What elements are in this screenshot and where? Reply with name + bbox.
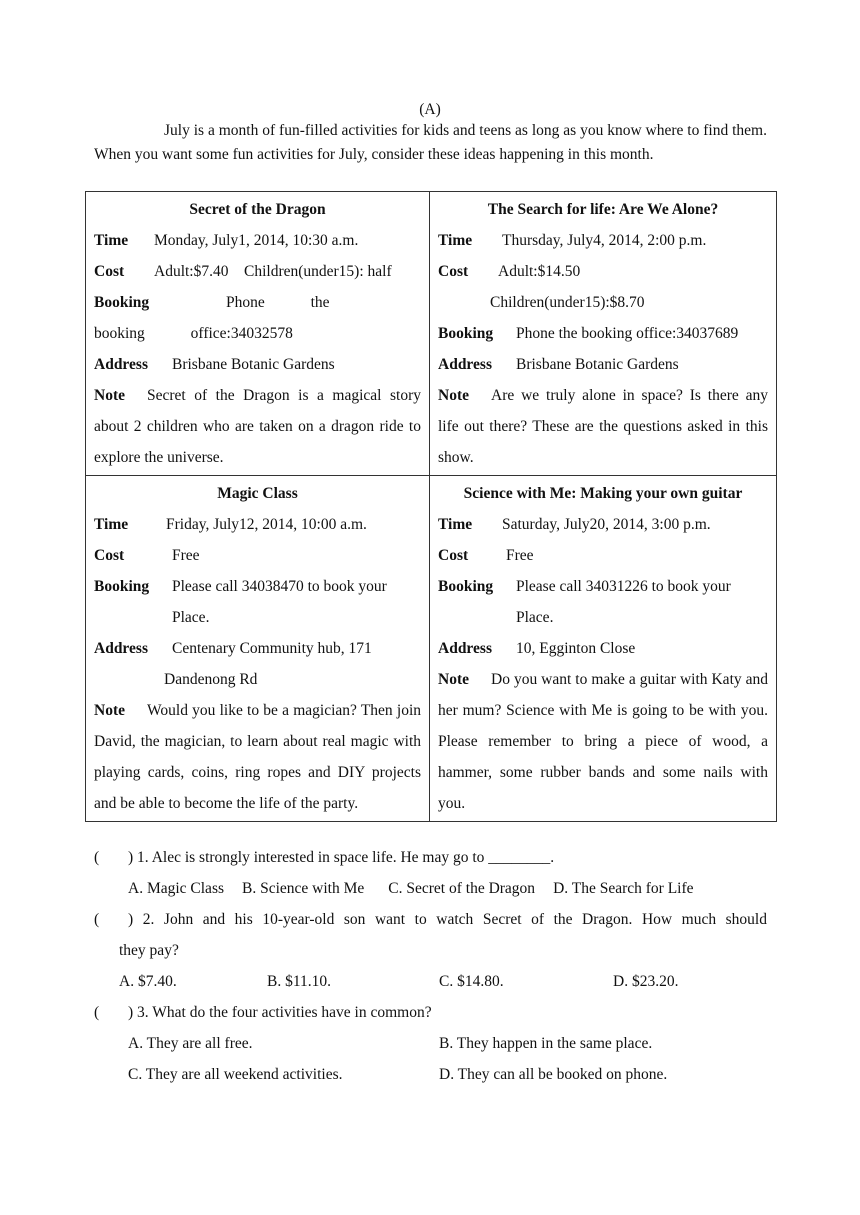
event-note [438,380,768,473]
time-label: Time [94,232,129,249]
event-note [94,380,421,473]
events-row-2 [86,476,777,822]
time-label: Time [438,516,473,533]
booking-label: Booking [94,294,150,311]
question-3-options-row2 [94,1059,767,1090]
booking-label: Booking [94,578,150,595]
question-stem: ) 3. What do the four activities have in common? [128,1004,432,1021]
event-card-search-for-life [430,192,777,476]
note-text: Secret of the Dragon is a magical story about 2 children who are taken on a dragon ride to explore the universe. [94,387,421,466]
note-text: Would you like to be a magician? Then join David, the magician, to learn about real magic with playing cards, coins, ring ropes and DIY projects and be able to become the life of the party. [94,702,421,812]
intro-paragraph: July is a month of fun-filled activities for kids and teens as long as you know where to find them. When you want some fun activities for July, consider these ideas happening in this month. [94,122,767,163]
answer-blank[interactable]: ( [94,849,100,866]
option-a: A. They are all free. [128,1035,253,1052]
time-value: Friday, July12, 2014, 10:00 a.m. [166,516,367,533]
time-value: Saturday, July20, 2014, 3:00 p.m. [502,516,711,533]
question-3 [94,997,767,1028]
event-cost-row [94,256,421,287]
address-value: Brisbane Botanic Gardens [172,356,335,373]
event-time-row [94,225,421,256]
event-note [438,664,768,819]
event-cost-row [94,540,421,571]
option-b: B. $11.10. [267,973,332,990]
note-label: Note [94,702,125,719]
address-value: Centenary Community hub, 171 [172,640,372,657]
option-a: A. Magic Class [128,880,225,897]
time-value: Thursday, July4, 2014, 2:00 p.m. [502,232,707,249]
cost-value: Adult:$14.50 [498,263,581,280]
time-label: Time [438,232,473,249]
option-b: B. They happen in the same place. [439,1035,653,1052]
booking-value-line2: Place. [172,609,210,626]
time-label: Time [94,516,129,533]
option-d: D. They can all be booked on phone. [439,1066,668,1083]
question-1 [94,842,767,873]
event-address-row [94,633,421,664]
answer-blank[interactable]: ( [94,911,100,928]
event-title: Secret of the Dragon [189,201,326,218]
event-card-dragon [86,192,430,476]
event-time-row [94,509,421,540]
cost-label: Cost [438,263,469,280]
event-title: Science with Me: Making your own guitar [463,485,743,502]
event-card-magic-class [86,476,430,822]
event-address-row [438,633,768,664]
cost-value: Free [172,547,200,564]
option-c: C. Secret of the Dragon [388,880,536,897]
event-booking-row [94,571,421,602]
option-d: D. $23.20. [613,973,679,990]
event-address-row [94,349,421,380]
booking-label: Booking [438,325,494,342]
cost-label: Cost [94,263,125,280]
event-title: Magic Class [217,485,298,502]
cost-label: Cost [438,547,469,564]
question-1-options [94,873,767,904]
event-time-row [438,225,768,256]
event-cost-row [438,256,768,287]
section-label: (A) [419,101,441,118]
events-table [85,191,777,822]
option-c: C. They are all weekend activities. [128,1066,343,1083]
cost-value: Adult:$7.40 Children(under15): half [154,263,392,280]
option-c: C. $14.80. [439,973,504,990]
note-label: Note [94,387,125,404]
questions-section [94,842,767,1090]
event-note [94,695,421,819]
event-address-row [438,349,768,380]
question-stem: ) 1. Alec is strongly interested in space life. He may go to ________. [128,849,555,866]
address-label: Address [438,640,492,657]
address-label: Address [94,640,148,657]
answer-blank[interactable]: ( [94,1004,100,1021]
note-label: Note [438,671,469,688]
address-value: Brisbane Botanic Gardens [516,356,679,373]
booking-value: Please call 34031226 to book your [516,578,731,595]
question-2-stem-line2: they pay? [119,942,179,959]
address-value-line2: Dandenong Rd [164,671,258,688]
question-2 [94,904,767,935]
cost-value-line2: Children(under15):$8.70 [490,294,645,311]
cost-value: Free [506,547,534,564]
events-row-1 [86,192,777,476]
option-b: B. Science with Me [242,880,365,897]
note-label: Note [438,387,469,404]
booking-value-line2: Place. [516,609,554,626]
booking-value: Phone the booking office:34037689 [516,325,739,342]
booking-label: Booking [438,578,494,595]
event-time-row [438,509,768,540]
question-3-options-row1 [94,1028,767,1059]
address-label: Address [94,356,148,373]
address-label: Address [438,356,492,373]
option-d: D. The Search for Life [553,880,694,897]
cost-label: Cost [94,547,125,564]
option-a: A. $7.40. [119,973,177,990]
event-title: The Search for life: Are We Alone? [487,201,719,218]
event-booking-row [438,318,768,349]
booking-value: Phone the booking office:34032578 [94,294,330,342]
time-value: Monday, July1, 2014, 10:30 a.m. [154,232,359,249]
note-text: Do you want to make a guitar with Katy and her mum? Science with Me is going to be with you. Please remember to bring a piece of wood, a hammer, some rubber bands and some nails with you. [438,671,768,812]
address-value: 10, Egginton Close [516,640,636,657]
question-2-options [94,966,767,997]
event-booking-row [438,571,768,602]
question-stem: ) 2. John and his 10-year-old son want to watch Secret of the Dragon. How much should [128,911,767,928]
event-cost-row [438,540,768,571]
booking-value: Please call 34038470 to book your [172,578,387,595]
note-text: Are we truly alone in space? Is there any life out there? These are the questions asked in this show. [438,387,768,466]
event-card-science-with-me [430,476,777,822]
